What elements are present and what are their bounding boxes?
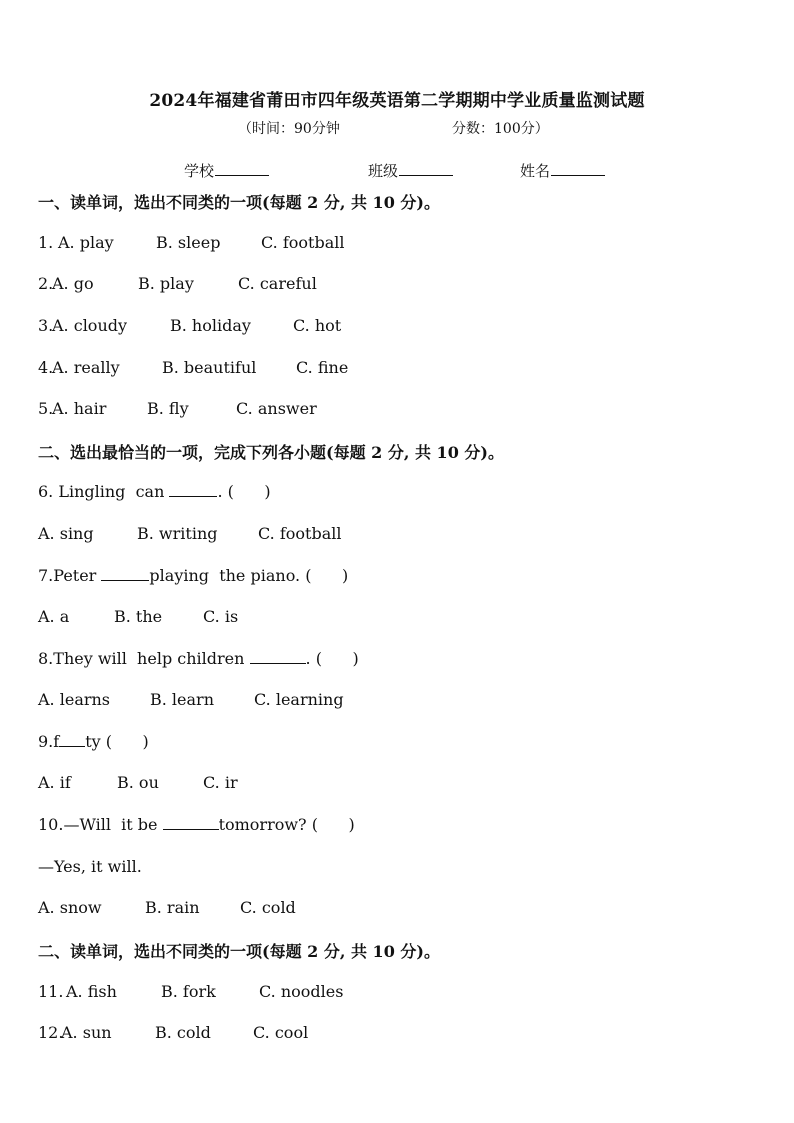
q5-option-b: B. fly [147, 399, 189, 418]
q6-tail: . ( ) [217, 482, 271, 501]
q10-tail: tomorrow? ( ) [218, 815, 355, 834]
school-label: 学校 [184, 162, 215, 180]
q8-tail: . ( ) [305, 649, 359, 668]
q4-option-c: C. fine [296, 358, 349, 377]
q1-number: 1. [38, 233, 59, 252]
school-blank[interactable] [215, 160, 269, 176]
class-blank[interactable] [399, 160, 453, 176]
q3-option-c: C. hot [293, 316, 342, 335]
q10-stem: 10.—Will it be [38, 815, 163, 834]
q5-option-a: A. hair [52, 399, 107, 418]
question-8 [38, 649, 359, 668]
q12-option-b: B. cold [155, 1023, 211, 1042]
q9-stem: 9.f [38, 732, 60, 751]
q1-option-a: A. play [58, 233, 114, 252]
q2-option-a: A. go [52, 274, 94, 293]
q9-option-a: A. if [38, 773, 71, 792]
class-field [368, 160, 453, 181]
q8-blank[interactable] [250, 649, 306, 664]
q3-option-b: B. holiday [170, 316, 251, 335]
class-label: 班级 [368, 162, 399, 180]
q9-tail: ty ( ) [85, 732, 149, 751]
question-7 [38, 566, 348, 585]
q12-number: 12. [38, 1023, 64, 1042]
q11-number: 11. [38, 982, 69, 1001]
q12-option-a: A. sun [61, 1023, 112, 1042]
q2-option-c: C. careful [238, 274, 317, 293]
q7-option-a: A. a [38, 607, 70, 626]
question-9 [38, 732, 149, 751]
q3-number: 3. [38, 316, 54, 335]
q10-option-c: C. cold [240, 898, 296, 917]
q7-option-c: C. is [203, 607, 239, 626]
q6-blank[interactable] [169, 482, 217, 497]
exam-score: 分数：100分） [452, 121, 549, 137]
q7-blank[interactable] [101, 566, 149, 581]
q6-stem: 6. Lingling can [38, 482, 170, 501]
q7-stem: 7.Peter [38, 566, 102, 585]
q6-option-b: B. writing [137, 524, 218, 543]
q1-option-c: C. football [261, 233, 345, 252]
q10-option-a: A. snow [38, 898, 102, 917]
q6-option-a: A. sing [38, 524, 94, 543]
q11-option-c: C. noodles [259, 982, 344, 1001]
q12-option-c: C. cool [253, 1023, 309, 1042]
q2-number: 2. [38, 274, 54, 293]
q9-option-b: B. ou [117, 773, 159, 792]
q10-reply: —Yes, it will. [38, 857, 142, 876]
q11-option-b: B. fork [161, 982, 216, 1001]
name-blank[interactable] [551, 160, 605, 176]
q6-option-c: C. football [258, 524, 342, 543]
q7-option-b: B. the [114, 607, 163, 626]
q10-blank[interactable] [163, 815, 219, 830]
q10-option-b: B. rain [145, 898, 200, 917]
name-field [520, 160, 605, 181]
q9-option-c: C. ir [203, 773, 238, 792]
q8-option-a: A. learns [38, 690, 111, 709]
q8-stem: 8.They will help children [38, 649, 250, 668]
q8-option-b: B. learn [150, 690, 215, 709]
exam-time: （时间：90分钟 [238, 121, 340, 137]
q8-option-c: C. learning [254, 690, 344, 709]
q7-tail: playing the piano. ( ) [149, 566, 349, 585]
section1-heading: 一、读单词，选出不同类的一项(每题 2 分, 共 10 分)。 [38, 193, 440, 212]
question-10 [38, 815, 355, 834]
section2-heading: 二、选出最恰当的一项，完成下列各小题(每题 2 分, 共 10 分)。 [38, 443, 504, 462]
q1-option-b: B. sleep [156, 233, 221, 252]
q4-number: 4. [38, 358, 54, 377]
q5-option-c: C. answer [236, 399, 317, 418]
q2-option-b: B. play [138, 274, 194, 293]
q11-option-a: A. fish [66, 982, 117, 1001]
name-label: 姓名 [520, 162, 551, 180]
q3-option-a: A. cloudy [52, 316, 128, 335]
q5-number: 5. [38, 399, 54, 418]
q4-option-a: A. really [52, 358, 120, 377]
exam-title: 2024年福建省莆田市四年级英语第二学期期中学业质量监测试题 [149, 91, 645, 111]
q4-option-b: B. beautiful [162, 358, 257, 377]
question-6 [38, 482, 271, 501]
school-field [184, 160, 269, 181]
q9-blank[interactable] [59, 732, 85, 747]
section3-heading: 二、读单词，选出不同类的一项(每题 2 分, 共 10 分)。 [38, 942, 440, 961]
